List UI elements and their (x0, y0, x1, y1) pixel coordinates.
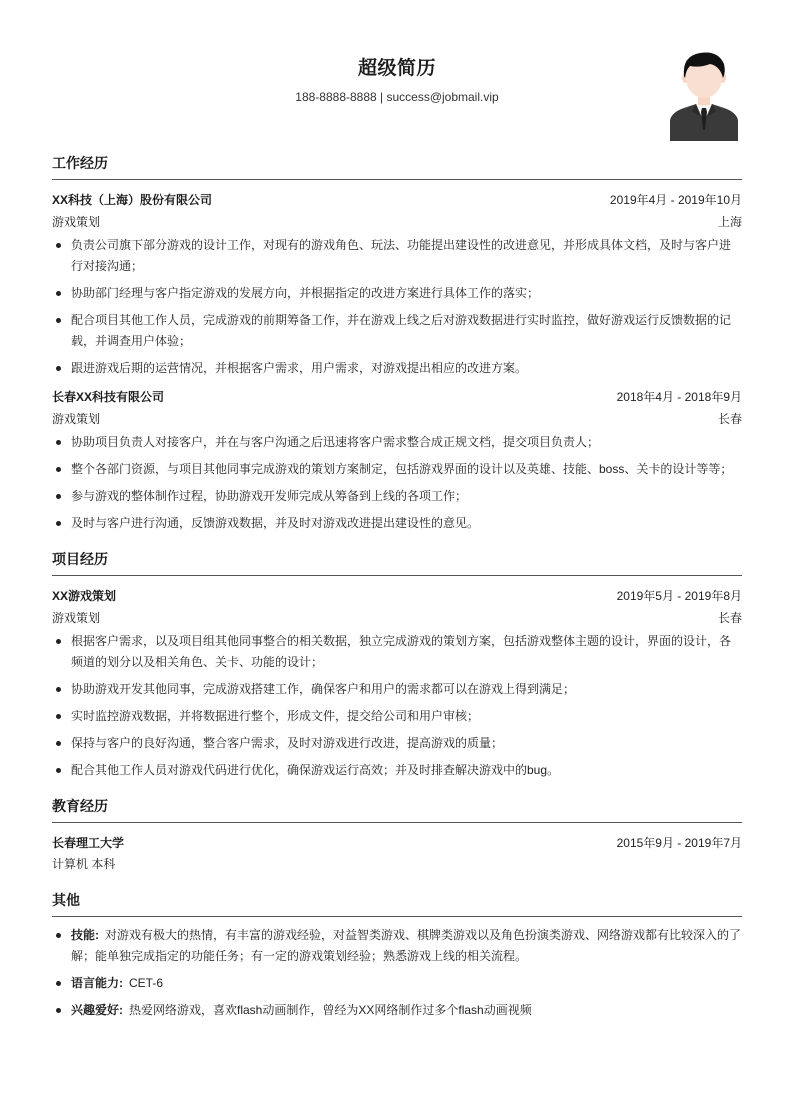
project-name: XX游戏策划 (52, 588, 117, 603)
contact-info: 188-8888-8888 | success@jobmail.vip (295, 90, 499, 104)
list-item: 协助游戏开发其他同事，完成游戏搭建工作，确保客户和用户的需求都可以在游戏上得到满足； (52, 679, 742, 700)
list-item (52, 973, 742, 994)
section-title-projects: 项目经历 (52, 548, 742, 576)
list-item: 协助项目负责人对接客户，并在与客户沟通之后迅速将客户需求整合成正规文档，提交项目负责人； (52, 432, 742, 453)
period: 2019年4月 - 2019年10月 (609, 192, 742, 207)
period: 2015年9月 - 2019年7月 (616, 835, 742, 850)
hobby-text: 热爱网络游戏，喜欢flash动画制作，曾经为XX网络制作过多个flash动画视频 (129, 1003, 532, 1017)
list-item: 配合项目其他工作人员，完成游戏的前期筹备工作，并在游戏上线之后对游戏数据进行实时监控，做好游戏运行反馈数据的记载，并调查用户体验； (52, 310, 742, 352)
list-item: 保持与客户的良好沟通，整合客户需求，及时对游戏进行改进，提高游戏的质量； (52, 733, 742, 754)
list-item (52, 1000, 742, 1021)
period: 2018年4月 - 2018年9月 (616, 389, 742, 404)
language-text: CET-6 (129, 976, 164, 990)
language-label: 语言能力: (71, 976, 123, 990)
company-name: XX科技（上海）股份有限公司 (52, 192, 213, 207)
list-item (52, 925, 742, 967)
school-name: 长春理工大学 (52, 835, 125, 850)
skill-text: 对游戏有极大的热情，有丰富的游戏经验，对益智类游戏、棋牌类游戏以及角色扮演类游戏、网络游戏都有比较深入的了解；能单独完成指定的功能任务；有一定的游戏策划经验；熟悉游戏上线的相关流程。 (71, 928, 742, 963)
list-item: 协助部门经理与客户指定游戏的发展方向，并根据指定的改进方案进行具体工作的落实； (52, 283, 742, 304)
skill-label: 技能: (71, 928, 99, 942)
resume-name: 超级简历 (357, 58, 436, 79)
section-title-other: 其他 (52, 889, 742, 917)
location: 上海 (717, 214, 742, 229)
list-item: 跟进游戏后期的运营情况，并根据客户需求，用户需求，对游戏提出相应的改进方案。 (52, 358, 742, 379)
major-degree: 计算机 本科 (52, 857, 116, 871)
work-entry (52, 385, 742, 534)
role: 游戏策划 (52, 610, 101, 625)
hobby-label: 兴趣爱好: (71, 1003, 123, 1017)
company-name: 长春XX科技有限公司 (52, 389, 165, 404)
role: 游戏策划 (52, 411, 101, 426)
duty-list (52, 432, 742, 534)
work-entry (52, 188, 742, 379)
list-item: 实时监控游戏数据，并将数据进行整个，形成文件，提交给公司和用户审核； (52, 706, 742, 727)
list-item: 参与游戏的整体制作过程，协助游戏开发师完成从筹备到上线的各项工作； (52, 486, 742, 507)
period: 2019年5月 - 2019年8月 (616, 588, 742, 603)
location: 长春 (717, 610, 742, 625)
duty-list (52, 235, 742, 379)
section-title-work: 工作经历 (52, 152, 742, 180)
project-section (52, 548, 742, 781)
other-list (52, 925, 742, 1021)
avatar (670, 50, 738, 141)
role: 游戏策划 (52, 214, 101, 229)
list-item: 配合其他工作人员对游戏代码进行优化，确保游戏运行高效；并及时排查解决游戏中的bug。 (52, 760, 742, 781)
resume-content (52, 152, 742, 1027)
location: 长春 (717, 411, 742, 426)
project-entry (52, 584, 742, 781)
education-section (52, 795, 742, 875)
other-section (52, 889, 742, 1021)
section-title-education: 教育经历 (52, 795, 742, 823)
list-item: 根据客户需求，以及项目组其他同事整合的相关数据，独立完成游戏的策划方案，包括游戏整体主题的设计，界面的设计，各频道的划分以及相关角色、关卡、功能的设计； (52, 631, 742, 673)
list-item: 负责公司旗下部分游戏的设计工作，对现有的游戏角色、玩法、功能提出建设性的改进意见，并形成具体文档，及时与客户进行对接沟通； (52, 235, 742, 277)
list-item: 整个各部门资源，与项目其他同事完成游戏的策划方案制定，包括游戏界面的设计以及英雄、技能、boss、关卡的设计等等； (52, 459, 742, 480)
list-item: 及时与客户进行沟通，反馈游戏数据，并及时对游戏改进提出建设性的意见。 (52, 513, 742, 534)
work-section (52, 152, 742, 534)
project-duty-list (52, 631, 742, 781)
